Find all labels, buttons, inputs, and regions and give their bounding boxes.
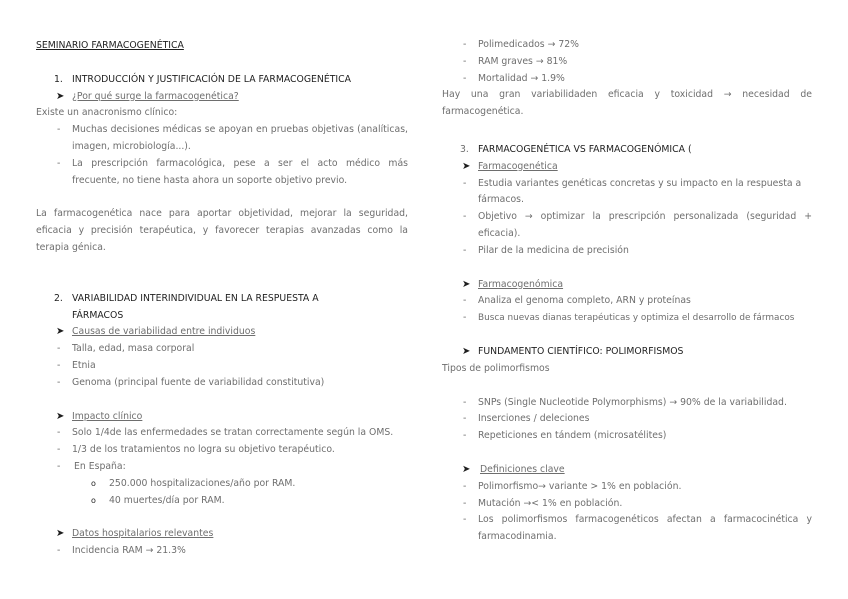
dash-bullet: -	[463, 497, 467, 509]
dash-bullet: -	[57, 343, 61, 355]
list-item	[442, 411, 812, 428]
list-item	[442, 243, 812, 260]
dash-bullet: -	[57, 124, 61, 136]
list-item-text: Mortalidad → 1.9%	[478, 72, 565, 84]
list-item	[442, 209, 812, 243]
dash-bullet: -	[463, 177, 467, 189]
list-item	[36, 156, 408, 190]
dash-bullet: -	[463, 514, 467, 526]
list-item-text: Objetivo → optimizar la prescripción personalizada (seguridad + eficacia).	[478, 211, 812, 239]
arrow-bullet-icon: ➤	[56, 90, 65, 102]
dash-bullet: -	[57, 444, 61, 456]
list-item-text: SNPs (Single Nucleotide Polymorphisms) → 90% de la variabilidad.	[478, 396, 787, 408]
list-item-text: Analiza el genoma completo, ARN y proteínas	[478, 295, 691, 307]
arrow-bullet-icon: ➤	[56, 326, 65, 338]
section-title-line2: FÁRMACOS	[72, 309, 124, 321]
left-column	[36, 0, 408, 560]
right-column	[442, 0, 812, 546]
paragraph: La farmacogenética nace para aportar objetividad, mejorar la seguridad, eficacia y precisión terapéutica, y favorecer terapias avanzadas como la terapia génica.	[36, 208, 408, 253]
sub-list-item-text: 250.000 hospitalizaciones/año por RAM.	[109, 477, 296, 489]
list-item-text: Incidencia RAM → 21.3%	[72, 545, 186, 557]
list-item-text: RAM graves → 81%	[478, 55, 568, 67]
list-item-text: En España:	[74, 460, 126, 472]
list-item	[442, 71, 812, 88]
dash-bullet: -	[57, 157, 61, 169]
circle-bullet-icon: o	[91, 495, 96, 505]
subheading-label: Definiciones clave	[480, 463, 565, 475]
list-item-text: Polimedicados → 72%	[478, 39, 579, 50]
list-item-text: Polimorfismo→ variante > 1% en población.	[478, 480, 682, 492]
section-number: 2.	[54, 292, 63, 304]
section-number: 3.	[460, 143, 469, 155]
document-title: SEMINARIO FARMACOGENÉTICA	[36, 40, 184, 51]
section-2-heading	[36, 291, 408, 308]
list-item	[36, 543, 408, 560]
section-3-heading	[442, 142, 812, 159]
dash-bullet: -	[463, 312, 467, 324]
arrow-bullet-icon: ➤	[462, 463, 471, 475]
sub-list-item	[36, 476, 408, 493]
list-item	[36, 122, 408, 156]
dash-bullet: -	[463, 295, 467, 307]
list-item	[36, 459, 408, 476]
intro-text: Tipos de polimorfismos	[442, 362, 550, 374]
list-item-text: Solo 1/4de las enfermedades se tratan correctamente según la OMS.	[72, 427, 394, 439]
subheading-definitions	[442, 462, 812, 479]
list-item	[442, 512, 812, 546]
dash-bullet: -	[463, 480, 467, 492]
section-title: FUNDAMENTO CIENTÍFICO: POLIMORFISMOS	[478, 345, 684, 357]
arrow-bullet-icon: ➤	[462, 345, 471, 357]
dash-bullet: -	[57, 545, 61, 557]
list-item-text: Pilar de la medicina de precisión	[478, 244, 629, 256]
subheading-why	[36, 89, 408, 106]
section-title: INTRODUCCIÓN Y JUSTIFICACIÓN DE LA FARMACOGENÉTICA	[72, 73, 352, 85]
dash-bullet: -	[463, 413, 467, 425]
list-item	[36, 358, 408, 375]
subheading-label: Impacto clínico	[72, 410, 143, 422]
list-item-text: Genoma (principal fuente de variabilidad constitutiva)	[72, 376, 325, 388]
dash-bullet: -	[463, 55, 467, 67]
section-1-heading	[36, 72, 408, 89]
list-item-text: Los polimorfismos farmacogenéticos afectan a farmacocinética y farmacodinamia.	[478, 514, 812, 543]
section-number: 1.	[54, 73, 63, 85]
dash-bullet: -	[463, 430, 467, 442]
list-item	[442, 496, 812, 513]
list-item	[36, 442, 408, 459]
section-title-line1: VARIABILIDAD INTERINDIVIDUAL EN LA RESPUESTA A	[72, 292, 319, 304]
intro-text: Existe un anacronismo clínico:	[36, 107, 178, 119]
dash-bullet: -	[57, 460, 61, 472]
dash-bullet: -	[463, 211, 467, 223]
subheading-label: Datos hospitalarios relevantes	[72, 528, 214, 540]
list-item	[442, 428, 812, 445]
arrow-bullet-icon: ➤	[462, 278, 471, 290]
dash-bullet: -	[463, 72, 467, 84]
section-2-heading-cont	[36, 308, 408, 325]
subheading-label: Causas de variabilidad entre individuos	[72, 326, 256, 338]
sub-list-item-text: 40 muertes/día por RAM.	[109, 494, 225, 506]
subheading-label: ¿Por qué surge la farmacogenética?	[72, 90, 239, 102]
list-item	[442, 479, 812, 496]
arrow-bullet-icon: ➤	[56, 410, 65, 422]
list-item	[36, 341, 408, 358]
list-item	[442, 54, 812, 71]
list-item-text: Repeticiones en tándem (microsatélites)	[478, 430, 667, 442]
list-item	[442, 310, 812, 327]
list-item-text: Muchas decisiones médicas se apoyan en pruebas objetivas (analíticas, imagen, microbiología...).	[72, 124, 408, 152]
paragraph: Hay una gran variabilidaden eficacia y toxicidad → necesidad de farmacogenética.	[442, 89, 812, 118]
list-item	[36, 425, 408, 442]
subheading-impact	[36, 409, 408, 426]
list-item	[442, 293, 812, 310]
dash-bullet: -	[57, 376, 61, 388]
circle-bullet-icon: o	[91, 478, 96, 488]
subheading-label: Farmacogenética	[478, 160, 558, 172]
section-title-tail: (	[687, 143, 692, 155]
subheading-causes	[36, 324, 408, 341]
arrow-bullet-icon: ➤	[56, 528, 65, 540]
sub-list-item	[36, 493, 408, 510]
subheading-label: Farmacogenómica	[478, 278, 564, 290]
section-4-heading	[442, 344, 812, 361]
dash-bullet: -	[463, 396, 467, 408]
list-item-text: Talla, edad, masa corporal	[72, 343, 195, 355]
list-item-text: Busca nuevas dianas terapéuticas y optimiza el desarrollo de fármacos	[478, 313, 795, 324]
list-item-text: Inserciones / deleciones	[478, 413, 590, 425]
list-item-text: 1/3 de los tratamientos no logra su objetivo terapéutico.	[72, 444, 335, 456]
list-item-text: Estudia variantes genéticas concretas y su impacto en la respuesta a fármacos.	[478, 177, 802, 206]
subheading-hospital	[36, 526, 408, 543]
list-item-text: Mutación →< 1% en población.	[478, 497, 623, 509]
list-item	[36, 375, 408, 392]
subheading-farmacogenomica	[442, 277, 812, 294]
dash-bullet: -	[463, 39, 467, 50]
list-item	[442, 37, 812, 54]
list-item-text: Etnia	[72, 359, 96, 371]
section-title: FARMACOGENÉTICA VS FARMACOGENÓMICA	[478, 143, 685, 155]
dash-bullet: -	[57, 359, 61, 371]
arrow-bullet-icon: ➤	[462, 160, 471, 172]
list-item-text: La prescripción farmacológica, pese a ser el acto médico más frecuente, no tiene hasta ahora un soporte objetivo previo.	[72, 157, 408, 186]
dash-bullet: -	[57, 427, 61, 439]
dash-bullet: -	[463, 244, 467, 256]
list-item	[442, 395, 812, 412]
list-item	[442, 176, 812, 210]
subheading-farmacogenetica	[442, 159, 812, 176]
